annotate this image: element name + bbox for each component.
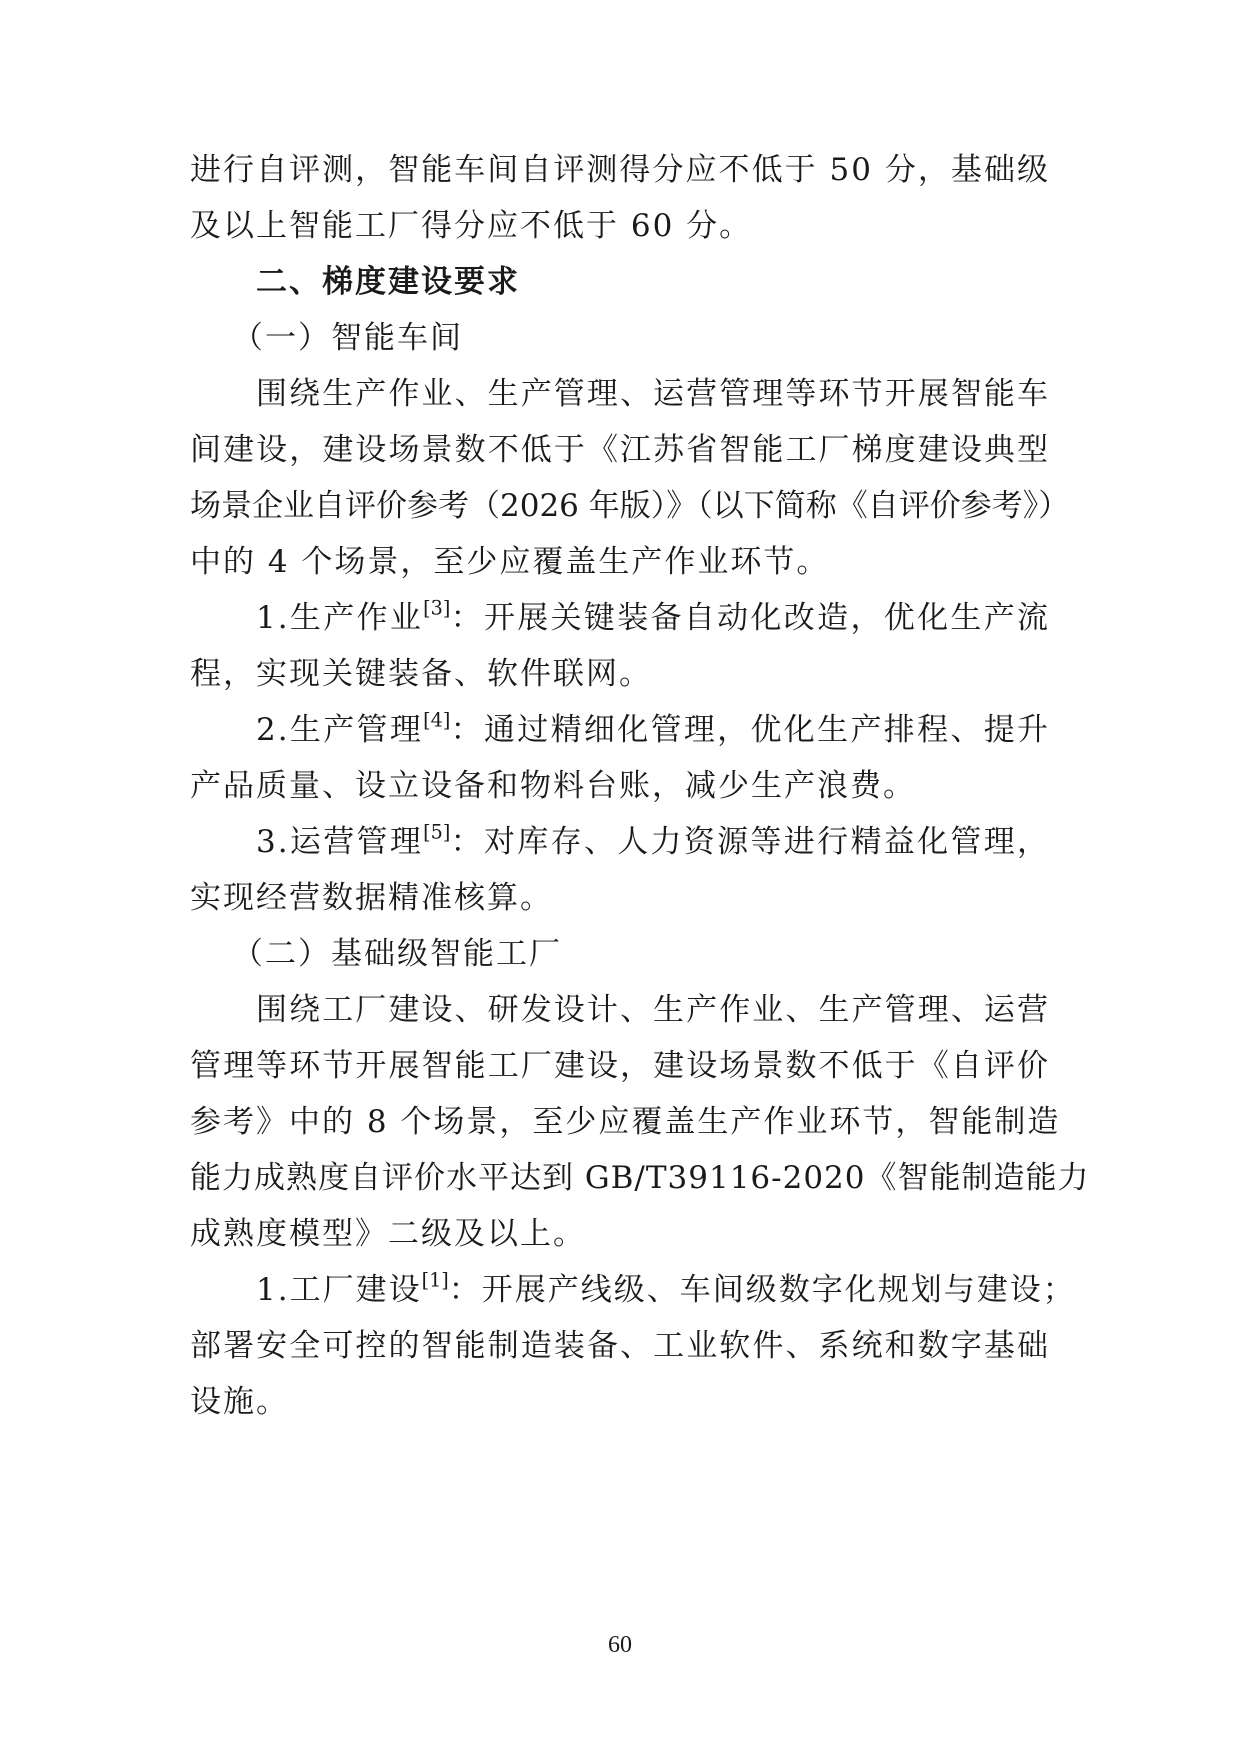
footnote-ref: [5] (423, 820, 451, 844)
item-label: 2.生产管理 (256, 712, 424, 748)
body-text-line: 及以上智能工厂得分应不低于 60 分。 (190, 208, 753, 244)
body-text-line: 设施。 (190, 1384, 289, 1420)
footnote-ref: [4] (423, 708, 451, 732)
item-label: 1.工厂建设 (256, 1272, 422, 1308)
body-text-line: 中的 4 个场景，至少应覆盖生产作业环节。 (190, 544, 830, 580)
page-number: 60 (608, 1632, 632, 1658)
footnote-ref: [3] (423, 596, 451, 620)
list-item-operations-management (256, 822, 1050, 862)
item-text: ：通过精细化管理，优化生产排程、提升 (450, 712, 1051, 748)
body-text-line: 部署安全可控的智能制造装备、工业软件、系统和数字基础 (190, 1328, 1050, 1364)
body-text-line: 实现经营数据精准核算。 (190, 880, 553, 916)
body-text-line: 程，实现关键装备、软件联网。 (190, 656, 652, 692)
list-item-production-operation (256, 598, 1050, 638)
subsection-heading: （一）智能车间 (232, 320, 463, 356)
item-text: ：对库存、人力资源等进行精益化管理， (450, 824, 1051, 860)
subsection-heading: （二）基础级智能工厂 (232, 936, 562, 972)
body-text-line: 参考》中的 8 个场景，至少应覆盖生产作业环节，智能制造 (190, 1104, 1061, 1140)
list-item-production-management (256, 710, 1050, 750)
item-label: 3.运营管理 (256, 824, 424, 860)
body-text-line: 管理等环节开展智能工厂建设，建设场景数不低于《自评价 (190, 1048, 1050, 1084)
body-text-line: 间建设，建设场景数不低于《江苏省智能工厂梯度建设典型 (190, 432, 1050, 468)
item-text: ：开展关键装备自动化改造，优化生产流 (450, 600, 1051, 636)
body-text-line: 产品质量、设立设备和物料台账，减少生产浪费。 (190, 768, 916, 804)
body-text-line: 进行自评测，智能车间自评测得分应不低于 50 分，基础级 (190, 152, 1050, 188)
item-label: 1.生产作业 (256, 600, 424, 636)
body-text-line: 围绕工厂建设、研发设计、生产作业、生产管理、运营 (256, 992, 1050, 1028)
section-heading: 二、梯度建设要求 (256, 264, 520, 300)
item-text: ：开展产线级、车间级数字化规划与建设； (448, 1272, 1076, 1308)
footnote-ref: [1] (421, 1268, 449, 1292)
body-text-line: 能力成熟度自评价水平达到 GB/T39116-2020《智能制造能力 (190, 1160, 1090, 1196)
body-text-line: 围绕生产作业、生产管理、运营管理等环节开展智能车 (256, 376, 1050, 412)
body-text-line: 场景企业自评价参考（2026 年版）》（以下简称《自评价参考》） (190, 488, 1070, 524)
list-item-factory-construction (256, 1268, 1076, 1310)
body-text-line: 成熟度模型》二级及以上。 (190, 1216, 586, 1252)
